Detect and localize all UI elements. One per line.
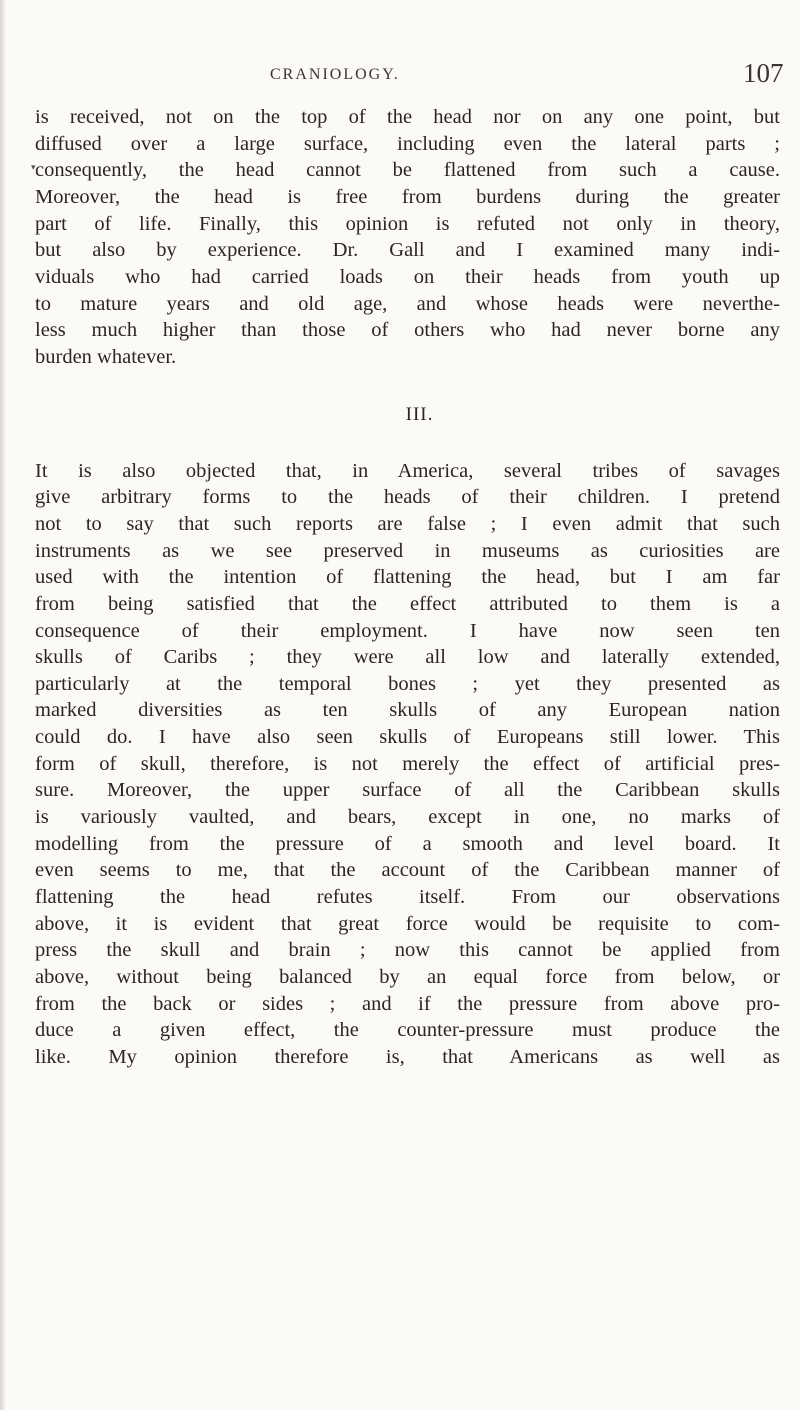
text-line: part of life. Finally, this opinion is refuted not only in theory, — [35, 212, 780, 235]
text-line: like. My opinion therefore is, that Americans as well as — [35, 1046, 780, 1068]
text-line: sure. Moreover, the upper surface of all the Caribbean skulls — [35, 779, 780, 802]
text-line: from the back or sides ; and if the pressure from above pro- — [35, 992, 780, 1015]
text-line: not to say that such reports are false ; I even admit that such — [35, 512, 780, 535]
text-line: consequently, the head cannot be flattened from such a cause. — [35, 159, 780, 182]
text-line: above, it is evident that great force would be requisite to com- — [35, 912, 780, 935]
page-number: 107 — [743, 58, 784, 88]
text-line: to mature years and old age, and whose heads were neverthe- — [35, 292, 780, 315]
text-line: consequence of their employment. I have now seen ten — [35, 619, 780, 642]
text-line: It is also objected that, in America, several tribes of savages — [35, 459, 780, 482]
text-line: flattening the head refutes itself. From our observations — [35, 886, 780, 909]
text-line: less much higher than those of others who had never borne any — [35, 319, 780, 342]
text-line: particularly at the temporal bones ; yet they presented as — [35, 672, 780, 695]
text-line: give arbitrary forms to the heads of their children. I pretend — [35, 486, 780, 509]
paragraph-1 — [35, 104, 780, 371]
text-line: press the skull and brain ; now this cannot be applied from — [35, 939, 780, 962]
text-line: used with the intention of flattening the head, but I am far — [35, 566, 780, 589]
text-line: diffused over a large surface, including even the lateral parts ; — [35, 132, 780, 155]
text-line: is variously vaulted, and bears, except in one, no marks of — [35, 806, 780, 829]
text-line: burden whatever. — [35, 345, 177, 368]
page-header — [0, 58, 800, 98]
section-numeral: III. — [405, 403, 434, 425]
running-head: CRANIOLOGY. — [270, 66, 400, 83]
text-line: above, without being balanced by an equal force from below, or — [35, 966, 780, 989]
text-line: form of skull, therefore, is not merely the effect of artificial pres- — [35, 752, 780, 775]
text-line: skulls of Caribs ; they were all low and laterally extended, — [35, 646, 780, 669]
paragraph-2 — [35, 458, 780, 1071]
text-line: Moreover, the head is free from burdens during the greater — [35, 185, 780, 208]
page-edge-shadow — [0, 0, 5, 1410]
printer-mark: ▾ — [31, 162, 36, 172]
text-line: instruments as we see preserved in museums as curiosities are — [35, 539, 780, 562]
text-line: from being satisfied that the effect attributed to them is a — [35, 592, 780, 615]
text-line: even seems to me, that the account of the Caribbean manner of — [35, 859, 780, 882]
text-line: duce a given effect, the counter-pressure must produce the — [35, 1019, 780, 1042]
text-line: but also by experience. Dr. Gall and I examined many indi- — [35, 239, 780, 262]
text-line: marked diversities as ten skulls of any European nation — [35, 699, 780, 722]
body-text — [35, 104, 780, 1071]
text-line: is received, not on the top of the head nor on any one point, but — [35, 106, 780, 128]
text-line: could do. I have also seen skulls of Europeans still lower. This — [35, 726, 780, 749]
text-line: modelling from the pressure of a smooth and level board. It — [35, 832, 780, 855]
text-line: viduals who had carried loads on their heads from youth up — [35, 265, 780, 288]
